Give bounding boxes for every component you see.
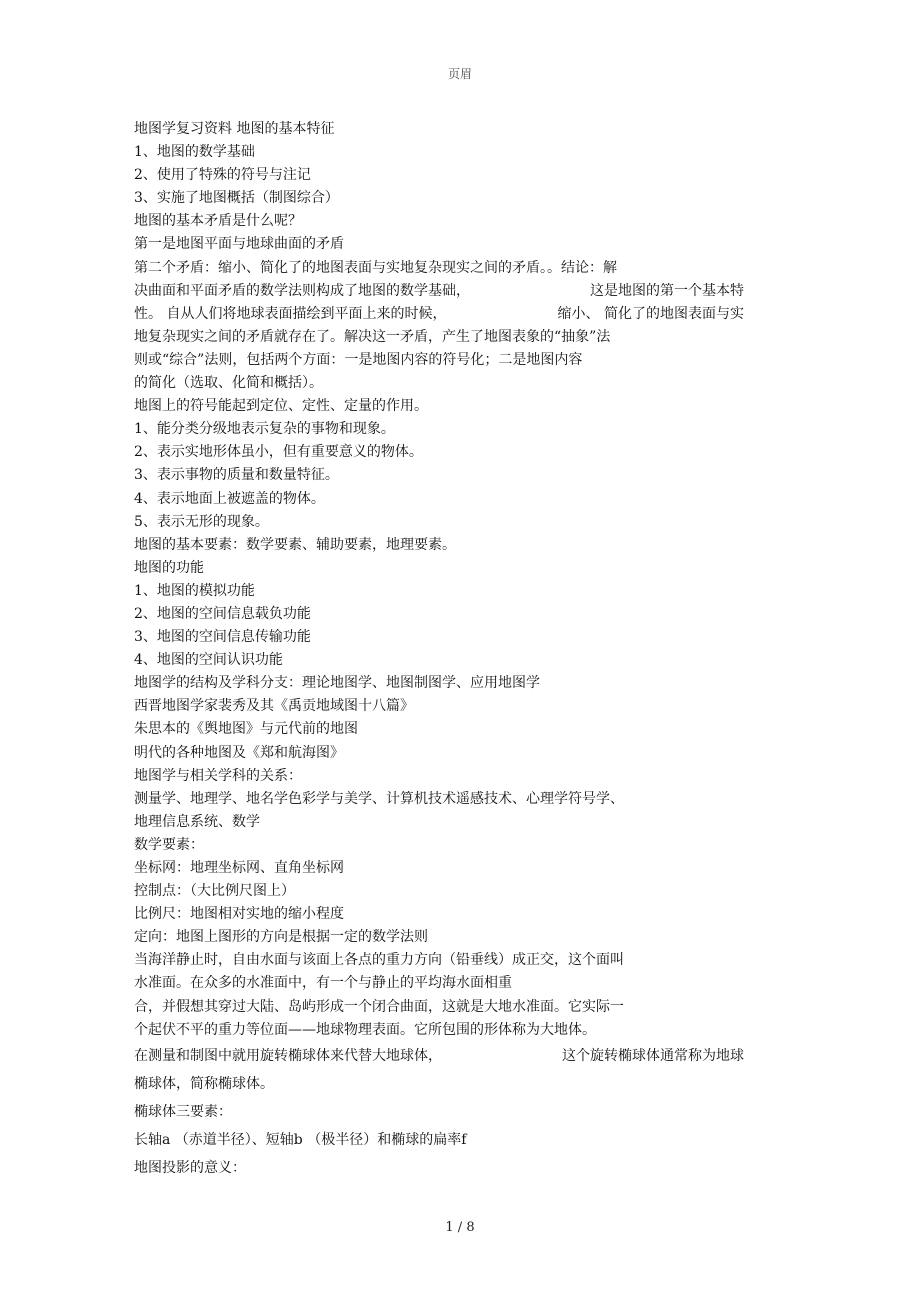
text-line: 地复杂现实之间的矛盾就存在了。解决这一矛盾，产生了地图表象的“抽象”法 bbox=[134, 328, 611, 345]
text-line: 地图学与相关学科的关系： bbox=[134, 767, 302, 784]
page-header: 页眉 bbox=[447, 67, 472, 81]
text-line: 地理信息系统、数学 bbox=[134, 813, 260, 830]
text-line: 地图学的结构及学科分支：理论地图学、地图制图学、应用地图学 bbox=[134, 675, 540, 692]
text-line: 1、地图的模拟功能 bbox=[134, 582, 255, 599]
text-line: 地图的功能 bbox=[134, 559, 204, 576]
text-segment: 在测量和制图中就用旋转椭球体来代替大地球体， bbox=[134, 1047, 442, 1064]
text-line: 1、能分类分级地表示复杂的事物和现象。 bbox=[134, 421, 395, 438]
text-line: 3、实施了地图概括（制图综合） bbox=[134, 190, 339, 207]
text-line: 3、地图的空间信息传输功能 bbox=[134, 629, 311, 646]
text-line: 控制点：（大比例尺图上） bbox=[134, 883, 295, 900]
text-segment: 缩小、 简化了的地图表面与实 bbox=[557, 305, 744, 322]
text-line: 比例尺：地图相对实地的缩小程度 bbox=[134, 906, 344, 923]
text-line bbox=[134, 303, 744, 326]
document-body bbox=[134, 118, 754, 1182]
text-line: 椭球体三要素： bbox=[134, 1103, 232, 1120]
text-line: 2、使用了特殊的符号与注记 bbox=[134, 167, 311, 184]
text-segment: 性。 自从人们将地球表面描绘到平面上来的时候， bbox=[134, 305, 447, 322]
text-line: 则或“综合”法则，包括两个方面：一是地图内容的符号化；二是地图内容 bbox=[134, 351, 583, 368]
text-segment: 这个旋转椭球体通常称为地球 bbox=[562, 1047, 744, 1064]
text-line bbox=[134, 1042, 744, 1070]
text-line: 朱思本的《舆地图》与元代前的地图 bbox=[134, 721, 358, 738]
text-line: 1、地图的数学基础 bbox=[134, 144, 255, 161]
text-line bbox=[134, 280, 744, 303]
text-line: 数学要素： bbox=[134, 836, 204, 853]
text-line: 个起伏不平的重力等位面——地球物理表面。它所包围的形体称为大地体。 bbox=[134, 1021, 596, 1038]
text-line: 2、地图的空间信息载负功能 bbox=[134, 605, 311, 622]
text-line: 5、表示无形的现象。 bbox=[134, 513, 269, 530]
text-segment: 决曲面和平面矛盾的数学法则构成了地图的数学基础， bbox=[134, 282, 470, 299]
text-line: 地图的基本要素：数学要素、辅助要素，地理要素。 bbox=[134, 536, 456, 553]
text-line: 地图上的符号能起到定位、定性、定量的作用。 bbox=[134, 398, 428, 415]
text-line: 坐标网：地理坐标网、直角坐标网 bbox=[134, 860, 344, 876]
text-line: 第二个矛盾：缩小、简化了的地图表面与实地复杂现实之间的矛盾。。结论：解 bbox=[134, 259, 617, 276]
text-line: 地图学复习资料 地图的基本特征 bbox=[134, 121, 335, 137]
text-line: 西晋地图学家裴秀及其《禹贡地域图十八篇》 bbox=[134, 698, 414, 715]
text-line: 地图的基本矛盾是什么呢？ bbox=[134, 213, 302, 230]
text-line: 椭球体，简称椭球体。 bbox=[134, 1075, 274, 1092]
text-line: 4、表示地面上被遮盖的物体。 bbox=[134, 490, 325, 507]
text-line: 第一是地图平面与地球曲面的矛盾 bbox=[134, 236, 344, 253]
text-line: 的简化（选取、化简和概括）。 bbox=[134, 375, 323, 392]
text-line: 长轴a （赤道半径）、短轴b （极半径）和椭球的扁率f bbox=[134, 1131, 467, 1148]
text-line: 2、表示实地形体虽小，但有重要意义的物体。 bbox=[134, 444, 423, 461]
text-segment: 这是地图的第一个基本特 bbox=[590, 282, 744, 299]
text-line: 4、地图的空间认识功能 bbox=[134, 652, 283, 669]
text-line: 地图投影的意义： bbox=[134, 1159, 246, 1176]
text-line: 合，并假想其穿过大陆、岛屿形成一个闭合曲面，这就是大地水准面。它实际一 bbox=[134, 998, 624, 1015]
text-line: 当海洋静止时，自由水面与该面上各点的重力方向（铅垂线）成正交，这个面叫 bbox=[134, 952, 624, 969]
page-number: 1 / 8 bbox=[445, 1220, 475, 1235]
text-line: 明代的各种地图及《郑和航海图》 bbox=[134, 744, 344, 761]
text-line: 测量学、地理学、地名学色彩学与美学、计算机技术遥感技术、心理学符号学、 bbox=[134, 790, 624, 807]
text-line: 水准面。在众多的水准面中，有一个与静止的平均海水面相重 bbox=[134, 975, 512, 992]
text-line: 定向：地图上图形的方向是根据一定的数学法则 bbox=[134, 929, 428, 946]
text-line: 3、表示事物的质量和数量特征。 bbox=[134, 467, 339, 484]
